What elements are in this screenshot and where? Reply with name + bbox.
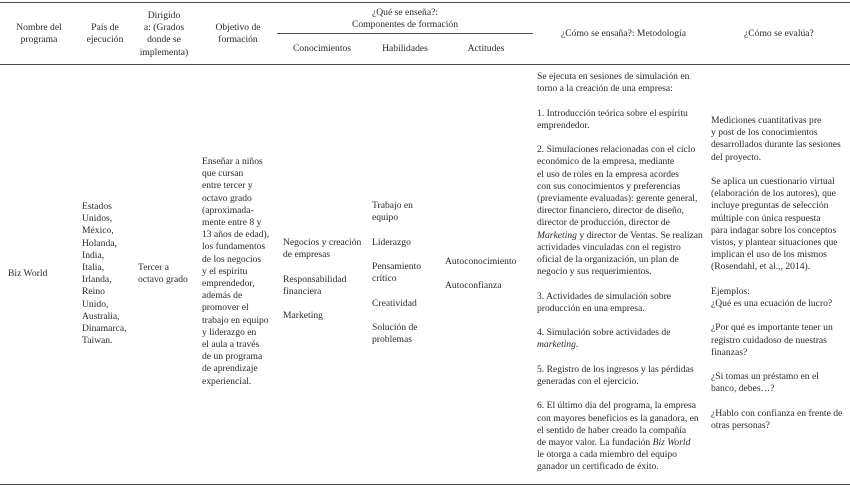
- text-line: ¿Si tomas un préstamo en el: [711, 371, 819, 383]
- text-line: mente entre 8 y: [202, 217, 262, 229]
- text-line: el sentido de haber creado la compañía: [537, 424, 687, 436]
- text-line: octavo grado: [202, 192, 252, 204]
- text-line: registro cuidadoso de nuestras: [711, 334, 827, 346]
- text-line: producción en una empresa.: [537, 302, 645, 314]
- text-line: emprendedor.: [537, 119, 590, 131]
- text-line: negocio y sus requerimientos.: [537, 266, 652, 278]
- text-line: Responsabilidad: [283, 273, 347, 285]
- attitude-item: Autoconocimiento: [445, 256, 517, 267]
- italic-term: Marketing: [537, 229, 577, 241]
- text-line: que cursan: [202, 168, 244, 180]
- header-line: Componentes de formación: [351, 19, 459, 31]
- text-line: emprendedor,: [202, 278, 255, 290]
- skill-item: [372, 237, 442, 249]
- text-line: 5. Registro de los ingresos y las pérdidas: [537, 363, 694, 375]
- text-line: Mediciones cuantitativas pre: [711, 115, 822, 126]
- text-line: con sus conocimientos y preferencias: [537, 180, 681, 192]
- text-fragment: de mayor valor. La fundación: [537, 437, 653, 448]
- eval-examples: [711, 286, 850, 310]
- header-line: donde se: [147, 34, 181, 46]
- text-line: banco, debes…?: [711, 383, 775, 395]
- text-line: (Rosendahl, et al.,, 2014).: [711, 261, 811, 273]
- text-line: crítico: [372, 273, 397, 285]
- text-line: además de: [202, 290, 243, 302]
- header-dirigido: [134, 10, 194, 59]
- eval-paragraph-2: [711, 176, 850, 274]
- eval-question: [711, 408, 850, 432]
- eval-paragraph-1: [711, 115, 850, 164]
- components-subheader-rule: [277, 33, 533, 34]
- header-pais: [78, 22, 132, 46]
- skill-item: [372, 200, 442, 224]
- header-line: Dirigido: [147, 10, 181, 21]
- header-line: Objetivo de: [215, 22, 261, 33]
- country: Taiwan.: [82, 335, 113, 347]
- text-line: Enseñar a niños: [202, 156, 263, 167]
- text-line: Se aplica un cuestionario virtual: [711, 176, 835, 187]
- header-conocimientos: Conocimientos: [292, 43, 352, 54]
- text-line: 2. Simulaciones relacionadas con el ciclo: [537, 144, 696, 156]
- text-line: trabajo en equipo: [202, 314, 269, 326]
- table-header-rule: [0, 64, 850, 65]
- text-line: problemas: [372, 334, 412, 346]
- cell-metodologia: [537, 71, 709, 474]
- text-line: ganador un certificado de éxito.: [537, 461, 659, 473]
- method-intro: [537, 71, 709, 95]
- text-line: [537, 437, 709, 449]
- text-line: el aula a través: [202, 339, 260, 351]
- text-line: múltiple con única respuesta: [711, 212, 821, 224]
- text-line: director financiero, director de diseño,: [537, 205, 685, 217]
- country: Australia,: [82, 310, 120, 322]
- country: Reino: [82, 286, 105, 298]
- header-que-se-ensena: [277, 7, 533, 31]
- text-line: para indagar sobre los conceptos: [711, 224, 837, 236]
- text-line: financiera: [283, 285, 322, 297]
- text-line: Se ejecuta en sesiones de simulación en: [537, 71, 690, 82]
- text-line: generadas con el ejercicio.: [537, 376, 639, 387]
- text-line: oficial de la organización, un plan de: [537, 254, 679, 266]
- text-line: experiencial.: [202, 375, 252, 387]
- header-objetivo: [198, 22, 278, 46]
- eval-question: [711, 371, 850, 395]
- text-line: Solución de: [372, 321, 418, 333]
- text-line: incluye preguntas de selección: [711, 200, 829, 212]
- knowledge-item: [283, 274, 369, 298]
- country: Holanda,: [82, 237, 117, 249]
- header-evaluacion: ¿Cómo se evalúa?: [744, 28, 814, 39]
- knowledge-item: [283, 310, 369, 322]
- text-line: de empresas: [283, 249, 331, 261]
- text-line: desarrollados durante las sesiones: [711, 139, 841, 151]
- text-line: actividades vinculadas con el registro: [537, 241, 681, 253]
- text-line: (aproximada-: [202, 204, 254, 216]
- header-line: programa: [20, 34, 58, 46]
- text-line: Trabajo en: [372, 200, 413, 211]
- italic-term: marketing: [537, 339, 576, 351]
- method-step-5: [537, 364, 709, 388]
- text-line: otras personas?: [711, 420, 770, 431]
- country: Irlanda,: [82, 274, 112, 286]
- text-line: implican el uso de los mismos: [711, 249, 827, 261]
- text-line: torno a la creación de una empresa:: [537, 83, 673, 95]
- text-line: y liderazgo en: [202, 326, 257, 338]
- header-line: implementa): [139, 46, 189, 58]
- header-line: Nombre del: [16, 22, 62, 33]
- text-line: de aprendizaje: [202, 363, 258, 375]
- text-line: (previamente evaluadas): gerente general,: [537, 193, 698, 204]
- text-line: [537, 339, 709, 351]
- text-line: entre tercer y: [202, 180, 253, 192]
- text-line: (elaboración de los autores), que: [711, 188, 836, 200]
- cell-habilidades: [372, 200, 442, 346]
- text-line: 4. Simulación sobre actividades de: [537, 327, 671, 339]
- text-line: vistos, y plantear situaciones que: [711, 237, 838, 249]
- text-line: finanzas?: [711, 346, 748, 358]
- cell-evaluacion: [711, 115, 850, 432]
- method-step-3: [537, 291, 709, 315]
- text-line: con mayores beneficios es la ganadora, en: [537, 412, 699, 424]
- header-actitudes: Actitudes: [467, 43, 505, 54]
- method-step-1: [537, 108, 709, 132]
- header-line: ¿Qué se enseña?:: [371, 7, 439, 18]
- country: Unido,: [82, 298, 109, 310]
- cell-objetivo: [202, 156, 284, 388]
- text-line: director de producción, director de: [537, 217, 670, 229]
- cell-conocimientos: [283, 237, 369, 322]
- cell-nombre: Biz World: [8, 268, 48, 279]
- country: México,: [82, 225, 114, 237]
- text-line: del proyecto.: [711, 151, 762, 163]
- text-line: 3. Actividades de simulación sobre: [537, 290, 672, 302]
- text-line: de los negocios: [202, 253, 262, 265]
- text-line: ¿Qué es una ecuación de lucro?: [711, 298, 833, 310]
- text-line: Negocios y creación: [283, 237, 362, 248]
- text-line: y el espíritu: [202, 265, 248, 277]
- header-metodologia: ¿Cómo se ensaña?: Metodología: [561, 28, 686, 39]
- cell-dirigido: [138, 262, 198, 286]
- text-line: y post de los conocimientos: [711, 127, 818, 139]
- text-line: 6. El último día del programa, la empresa: [537, 400, 697, 412]
- text-fragment: .: [575, 339, 579, 351]
- header-line: a: (Grados: [143, 22, 185, 34]
- header-line: ejecución: [86, 34, 124, 46]
- text-line: octavo grado: [138, 274, 188, 286]
- text-line: ¿Hablo con confianza en frente de: [711, 407, 843, 419]
- text-line: los fundamentos: [202, 241, 266, 253]
- text-line: 13 años de edad),: [202, 229, 270, 241]
- country: Italia,: [82, 262, 105, 274]
- header-nombre: [2, 22, 76, 46]
- text-line: le otorga a cada miembro del equipo: [537, 449, 677, 461]
- method-step-4: [537, 327, 709, 351]
- attitude-item: Autoconfianza: [445, 280, 502, 292]
- country: Estados: [82, 201, 112, 212]
- header-line: País de: [91, 22, 119, 33]
- text-line: Marketing: [283, 310, 323, 322]
- text-line: promover el: [202, 302, 249, 314]
- table-top-rule: [0, 2, 850, 3]
- text-line: [537, 230, 709, 242]
- method-step-2: [537, 144, 709, 278]
- text-line: Tercer a: [138, 262, 170, 273]
- knowledge-item: [283, 237, 369, 261]
- text-line: ¿Por qué es importante tener un: [711, 322, 833, 334]
- text-line: Pensamiento: [372, 260, 422, 272]
- country: India,: [82, 249, 105, 261]
- skill-item: [372, 261, 442, 285]
- table-bottom-rule: [0, 484, 850, 485]
- text-line: equipo: [372, 212, 399, 224]
- text-line: Liderazgo: [372, 236, 411, 248]
- cell-actitudes: [445, 256, 529, 293]
- text-line: Creatividad: [372, 297, 417, 309]
- cell-pais: [82, 201, 136, 347]
- eval-question: [711, 322, 850, 359]
- country: Unidos,: [82, 213, 113, 225]
- text-line: Ejemplos:: [711, 285, 750, 297]
- text-fragment: y director de Ventas. Se realizan: [576, 229, 703, 241]
- header-line: formación: [218, 34, 258, 46]
- method-step-6: [537, 400, 709, 473]
- country: Dinamarca,: [82, 323, 127, 335]
- text-line: de un programa: [202, 351, 263, 363]
- header-habilidades: Habilidades: [382, 43, 428, 54]
- text-line: 1. Introducción teórica sobre el espíritu: [537, 107, 688, 119]
- text-line: el uso de roles en la empresa acordes: [537, 168, 679, 180]
- italic-term: Biz World: [652, 437, 691, 448]
- skill-item: [372, 298, 442, 310]
- skill-item: [372, 322, 442, 346]
- text-line: económico de la empresa, mediante: [537, 156, 675, 168]
